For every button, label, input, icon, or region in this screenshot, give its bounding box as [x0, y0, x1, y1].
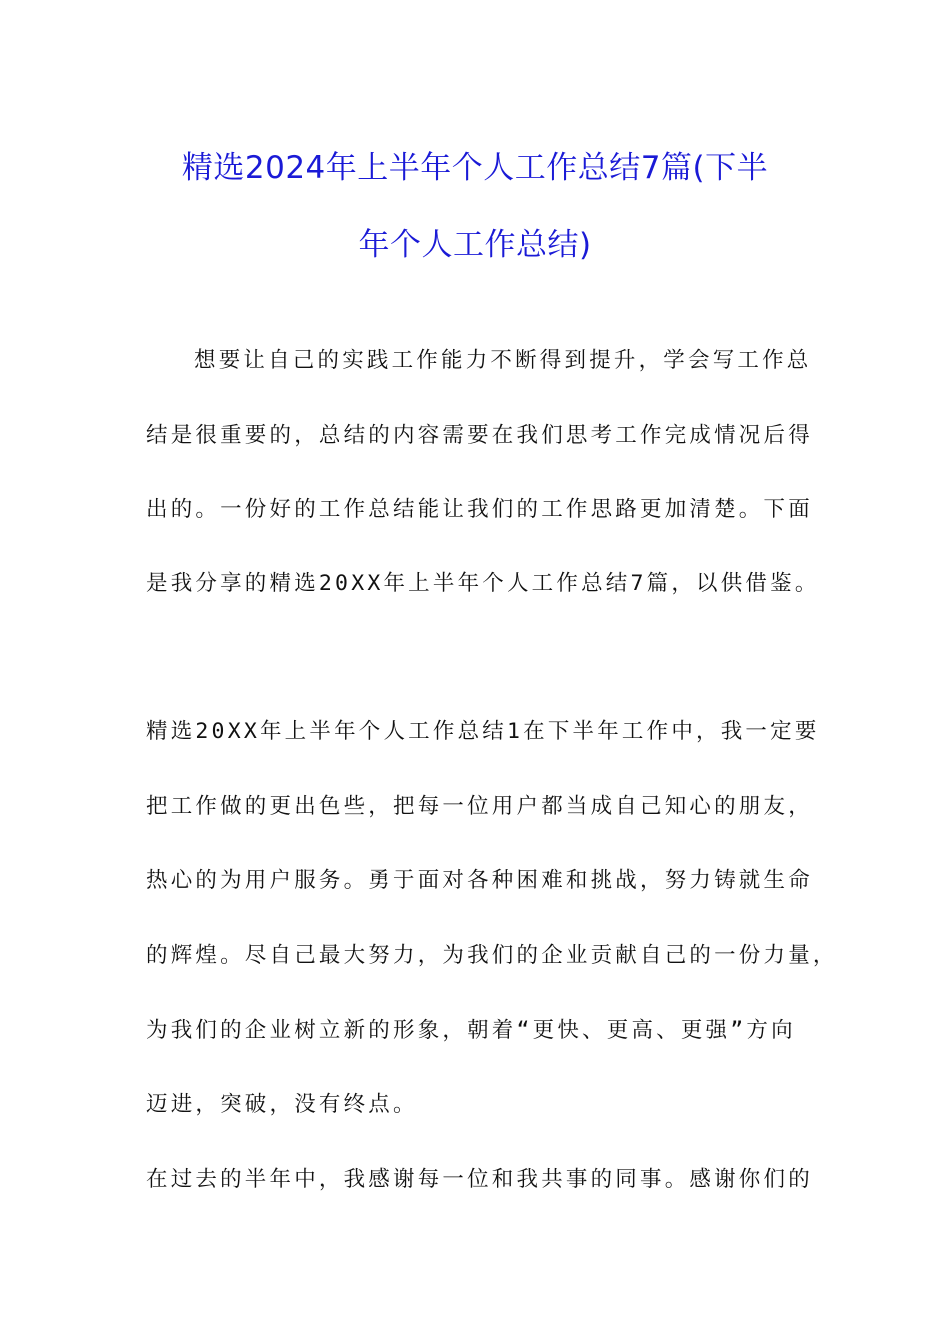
- document-title: [140, 130, 810, 284]
- section1-line-4: 的辉煌。尽自己最大努力，为我们的企业贡献自己的一份力量，: [146, 943, 838, 968]
- section1-line-5: 为我们的企业树立新的形象，朝着“更快、更高、更强”方向: [146, 1018, 796, 1043]
- intro-line-4: 是我分享的精选20XX年上半年个人工作总结7篇，以供借鉴。: [146, 571, 820, 596]
- intro-line-3: 出的。一份好的工作总结能让我们的工作思路更加清楚。下面: [146, 497, 813, 522]
- title-line-2: 年个人工作总结): [358, 227, 592, 263]
- title-line-1: 精选2024年上半年个人工作总结7篇(下半: [181, 150, 769, 186]
- section2-line-1: 在过去的半年中，我感谢每一位和我共事的同事。感谢你们的: [146, 1167, 813, 1192]
- section1-line-6: 迈进，突破，没有终点。: [146, 1092, 418, 1117]
- intro-line-2: 结是很重要的，总结的内容需要在我们思考工作完成情况后得: [146, 423, 813, 448]
- intro-line-1: 想要让自己的实践工作能力不断得到提升，学会写工作总: [194, 348, 812, 373]
- section1-line-1: 精选20XX年上半年个人工作总结1在下半年工作中，我一定要: [146, 719, 820, 744]
- section1-line-2: 把工作做的更出色些，把每一位用户都当成自己知心的朋友，: [146, 794, 813, 819]
- section1-line-3: 热心的为用户服务。勇于面对各种困难和挑战，努力铸就生命: [146, 868, 813, 893]
